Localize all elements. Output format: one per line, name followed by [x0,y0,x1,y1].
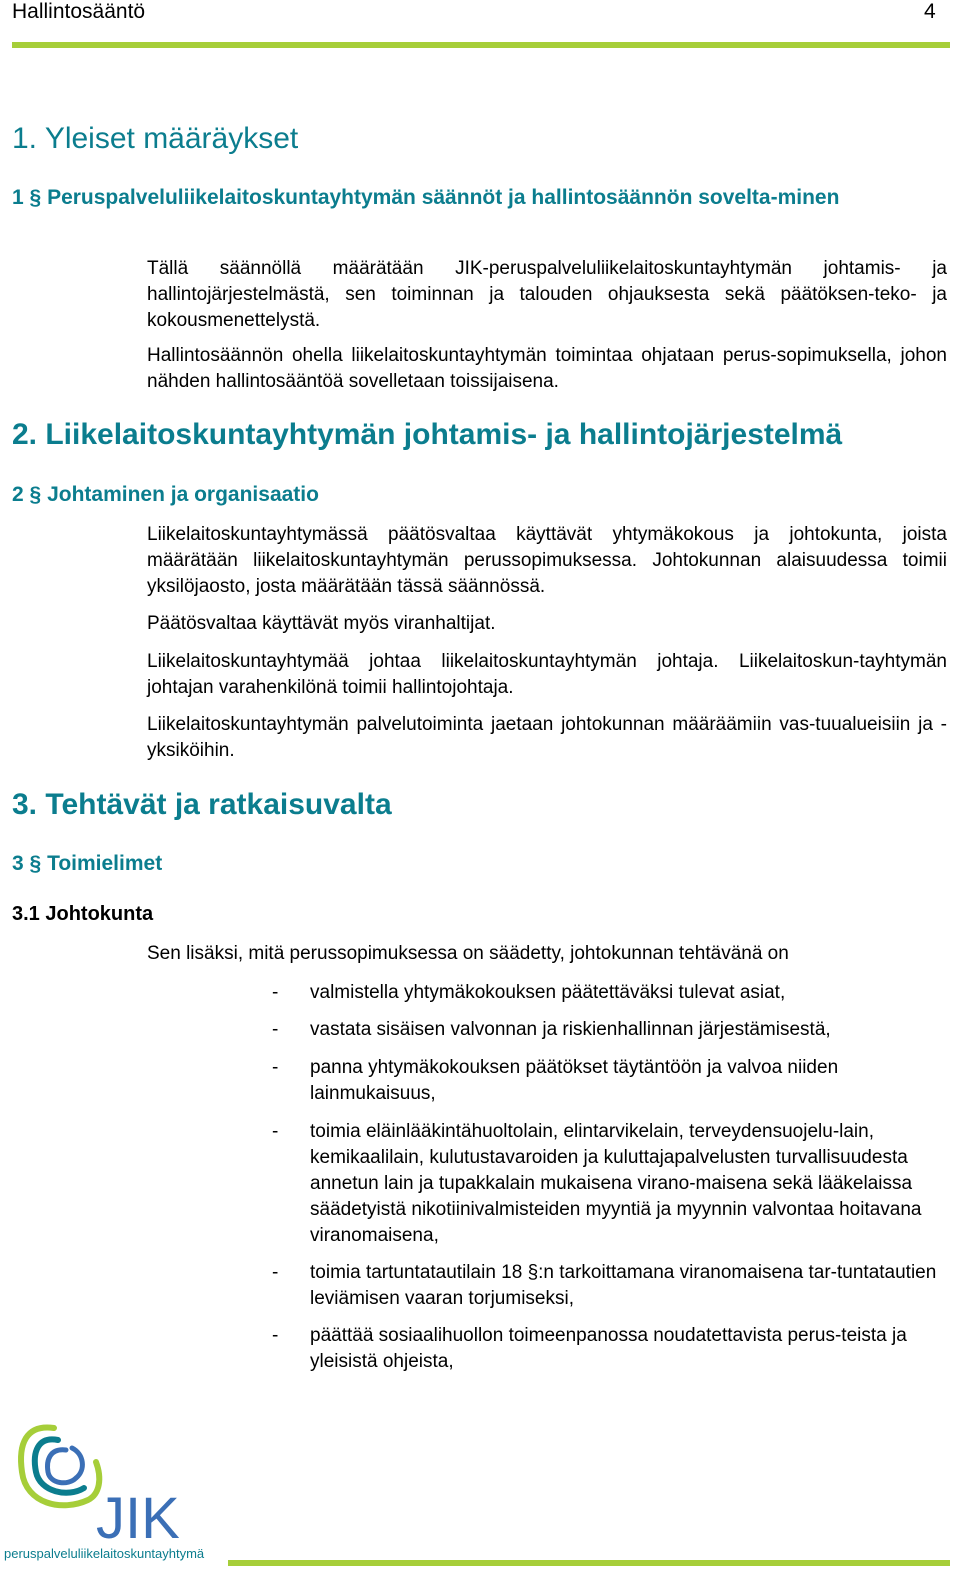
paragraph-1-text-2: Hallintosäännön ohella liikelaitoskuntayhtymän toimintaa ohjataan perus-sopimuksella, johon nähden hallintosääntöä sovelletaan toissijaisena. [147,345,947,392]
section-2-heading: 2. Liikelaitoskuntayhtymän johtamis- ja hallintojärjestelmä [12,418,843,451]
jik-logo-graphic [14,1420,229,1590]
logo-caption: peruspalveluliikelaitoskuntayhtymä [4,1546,205,1561]
section-sign: § [29,483,42,506]
paragraph-2-number: 2 [12,483,24,506]
paragraph-1-number: 1 [12,186,24,209]
paragraph-2-heading [12,481,319,509]
paragraph-2-title: Johtaminen ja organisaatio [47,483,319,506]
list-dash: - [272,1057,279,1078]
paragraph-2-text-2: Päätösvaltaa käyttävät myös viranhaltijat. [147,613,496,634]
list-item: valmistella yhtymäkokouksen päätettäväksi tulevat asiat, [310,982,786,1003]
header-rule [12,42,950,48]
list-dash: - [272,1325,279,1346]
paragraph-3-title: Toimielimet [47,852,163,875]
paragraph-3-heading [12,850,162,878]
logo-letters: JIK [96,1486,180,1551]
list-item: toimia tartuntatautilain 18 §:n tarkoittamana viranomaisena tar-tuntatautien leviämisen vaaran torjumiseksi, [310,1262,937,1309]
paragraph-1-title: Peruspalveluliikelaitoskuntayhtymän säännöt ja hallintosäännön sovelta-minen [47,186,840,209]
section-sign: § [29,186,42,209]
page-number: 4 [924,0,936,23]
list-item: toimia eläinlääkintähuoltolain, elintarvikelain, terveydensuojelu-lain, kemikaalilain, kulutustavaroiden ja kuluttajapalvelusten turvallisuudesta annetun lain ja tupakkalain mukaisena virano-maisena sekä lääkelaissa säädetyistä nikotiinivalmisteiden myyntiä ja myynnin valvontaa hoitavana viranomaisena, [310,1121,922,1246]
list-item: panna yhtymäkokouksen päätökset täytäntöön ja valvoa niiden lainmukaisuus, [310,1057,839,1104]
section-3-heading: 3. Tehtävät ja ratkaisuvalta [12,788,392,821]
paragraph-1-heading [12,184,912,212]
jik-logo [14,1420,229,1590]
list-item: vastata sisäisen valvonnan ja riskienhallinnan järjestämisestä, [310,1019,831,1040]
paragraph-3-number: 3 [12,852,24,875]
section-1-heading: 1. Yleiset määräykset [12,122,299,155]
list-dash: - [272,1262,279,1283]
section-sign: § [29,852,42,875]
paragraph-2-text-3: Liikelaitoskuntayhtymää johtaa liikelaitoskuntayhtymän johtaja. Liikelaitoskun-tayhtymän johtajan varahenkilönä toimii hallintojohtaja. [147,651,947,698]
list-dash: - [272,1019,279,1040]
page-header-title: Hallintosääntö [12,0,146,23]
list-dash: - [272,982,279,1003]
paragraph-1-text-1: Tällä säännöllä määrätään JIK-peruspalveluliikelaitoskuntayhtymän johtamis- ja hallintojärjestelmästä, sen toiminnan ja talouden ohjauksesta sekä päätöksen-teko- ja kokousmenettelystä. [147,258,947,331]
list-item: päättää sosiaalihuollon toimeenpanossa noudatettavista perus-teista ja yleisistä ohjeista, [310,1325,907,1372]
list-dash: - [272,1121,279,1142]
subsection-3-1-intro: Sen lisäksi, mitä perussopimuksessa on säädetty, johtokunnan tehtävänä on [147,943,789,964]
footer-rule [228,1560,950,1566]
paragraph-2-text-1: Liikelaitoskuntayhtymässä päätösvaltaa käyttävät yhtymäkokous ja johtokunta, joista määrätään liikelaitoskuntayhtymän perussopimuksessa. Johtokunnan alaisuudessa toimii yksilöjaosto, josta määrätään tässä säännössä. [147,524,947,597]
subsection-3-1-heading: 3.1 Johtokunta [12,903,154,925]
paragraph-2-text-4: Liikelaitoskuntayhtymän palvelutoiminta jaetaan johtokunnan määräämiin vas-tuualueisiin ja -yksiköihin. [147,714,947,761]
